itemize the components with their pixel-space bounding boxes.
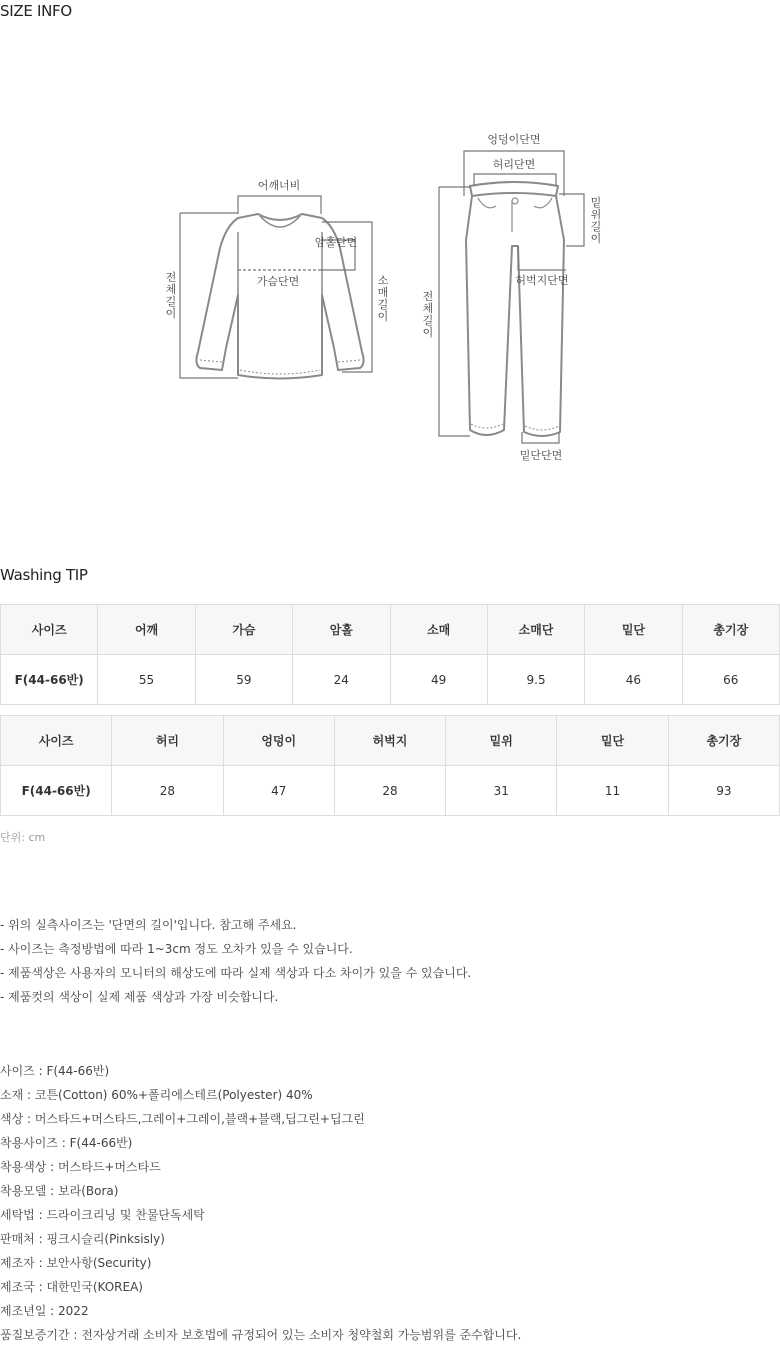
top-size-table — [0, 604, 780, 705]
info-item: 제조년일 : 2022 — [0, 1304, 89, 1318]
table-header-cell: 밑단 — [557, 716, 668, 766]
note-item: - 사이즈는 측정방법에 따라 1~3cm 정도 오차가 있을 수 있습니다. — [0, 942, 353, 956]
info-item: 착용색상 : 머스타드+머스타드 — [0, 1160, 161, 1174]
table-header-cell: 가슴 — [195, 605, 292, 655]
table-header-cell: 사이즈 — [1, 605, 98, 655]
table-header-cell: 총기장 — [668, 716, 779, 766]
table-cell: 24 — [293, 655, 390, 705]
svg-text:위: 위 — [590, 208, 602, 221]
top-total-length-label — [166, 270, 177, 320]
svg-text:길: 길 — [590, 220, 602, 233]
table-header-cell: 밑위 — [446, 716, 557, 766]
table-header-cell: 허벅지 — [334, 716, 445, 766]
table-header-cell: 암홀 — [293, 605, 390, 655]
info-item: 색상 : 머스타드+머스타드,그레이+그레이,블랙+블랙,딥그린+딥그린 — [0, 1112, 365, 1126]
top-chest-label: 가슴단면 — [256, 275, 300, 288]
pants-waist-label: 허리단면 — [492, 158, 536, 171]
svg-text:전: 전 — [165, 271, 177, 284]
table-cell: 28 — [112, 766, 223, 816]
info-item: 착용모델 : 보라(Bora) — [0, 1184, 119, 1198]
size-diagram — [0, 0, 780, 480]
info-item: 제조자 : 보안사항(Security) — [0, 1256, 152, 1270]
svg-text:매: 매 — [377, 286, 389, 299]
pants-rise-label — [591, 195, 602, 245]
pants-thigh-label: 허벅지단면 — [515, 274, 569, 287]
svg-text:이: 이 — [377, 310, 389, 323]
table-cell: 11 — [557, 766, 668, 816]
svg-text:길: 길 — [422, 314, 434, 327]
svg-text:전: 전 — [422, 290, 434, 303]
table-header-cell: 총기장 — [682, 605, 779, 655]
svg-text:이: 이 — [165, 307, 177, 320]
note-item: - 제품색상은 사용자의 모니터의 해상도에 따라 실제 색상과 다소 차이가 있을 수 있습니다. — [0, 966, 472, 980]
table-row — [1, 766, 780, 816]
info-item: 판매처 : 핑크시슬리(Pinksisly) — [0, 1232, 165, 1246]
table-header-row — [1, 605, 780, 655]
info-item: 소재 : 코튼(Cotton) 60%+폴리에스테르(Polyester) 40% — [0, 1088, 313, 1102]
top-shoulder-label: 어깨너비 — [257, 179, 301, 192]
product-info-list — [0, 1059, 521, 1347]
table-cell: F(44-66반) — [1, 655, 98, 705]
svg-text:길: 길 — [377, 298, 389, 311]
pants-total-length-label — [423, 289, 434, 339]
table-cell: 28 — [334, 766, 445, 816]
table-cell: 55 — [98, 655, 195, 705]
table-cell: 49 — [390, 655, 487, 705]
table-header-row — [1, 716, 780, 766]
table-header-cell: 사이즈 — [1, 716, 112, 766]
size-info-heading: SIZE INFO — [0, 2, 72, 20]
svg-text:길: 길 — [165, 295, 177, 308]
unit-note: 단위: cm — [0, 831, 46, 844]
top-armhole-label: 암홀단면 — [314, 236, 358, 249]
svg-text:체: 체 — [422, 302, 434, 315]
table-cell: 47 — [223, 766, 334, 816]
table-cell: 9.5 — [487, 655, 584, 705]
info-item: 세탁법 : 드라이크리닝 및 찬물단독세탁 — [0, 1208, 205, 1222]
svg-text:소: 소 — [377, 274, 389, 287]
table-row — [1, 655, 780, 705]
note-item: - 위의 실측사이즈는 '단면의 길이'입니다. 참고해 주세요. — [0, 918, 297, 932]
info-item: 사이즈 : F(44-66반) — [0, 1064, 110, 1078]
svg-text:체: 체 — [165, 283, 177, 296]
pants-hip-label: 엉덩이단면 — [487, 133, 541, 146]
info-item: 품질보증기간 : 전자상거래 소비자 보호법에 규정되어 있는 소비자 청약철회 가능범위를 준수합니다. — [0, 1328, 522, 1342]
table-cell: F(44-66반) — [1, 766, 112, 816]
svg-text:이: 이 — [590, 232, 602, 245]
svg-text:밑: 밑 — [590, 196, 602, 209]
pants-hem-label: 밑단단면 — [519, 449, 563, 462]
table-cell: 59 — [195, 655, 292, 705]
svg-text:이: 이 — [422, 326, 434, 339]
table-header-cell: 허리 — [112, 716, 223, 766]
table-header-cell: 소매 — [390, 605, 487, 655]
pants-size-table — [0, 715, 780, 816]
size-notes — [0, 913, 471, 1009]
table-cell: 46 — [585, 655, 682, 705]
pants-illustration — [466, 182, 564, 436]
table-cell: 93 — [668, 766, 779, 816]
table-header-cell: 엉덩이 — [223, 716, 334, 766]
table-cell: 66 — [682, 655, 779, 705]
top-sleeve-label — [378, 274, 389, 323]
table-cell: 31 — [446, 766, 557, 816]
info-item: 제조국 : 대한민국(KOREA) — [0, 1280, 143, 1294]
table-header-cell: 밑단 — [585, 605, 682, 655]
note-item: - 제품컷의 색상이 실제 제품 색상과 가장 비슷합니다. — [0, 990, 279, 1004]
table-header-cell: 소매단 — [487, 605, 584, 655]
washing-tip-heading: Washing TIP — [0, 566, 88, 584]
info-item: 착용사이즈 : F(44-66반) — [0, 1136, 133, 1150]
table-header-cell: 어깨 — [98, 605, 195, 655]
